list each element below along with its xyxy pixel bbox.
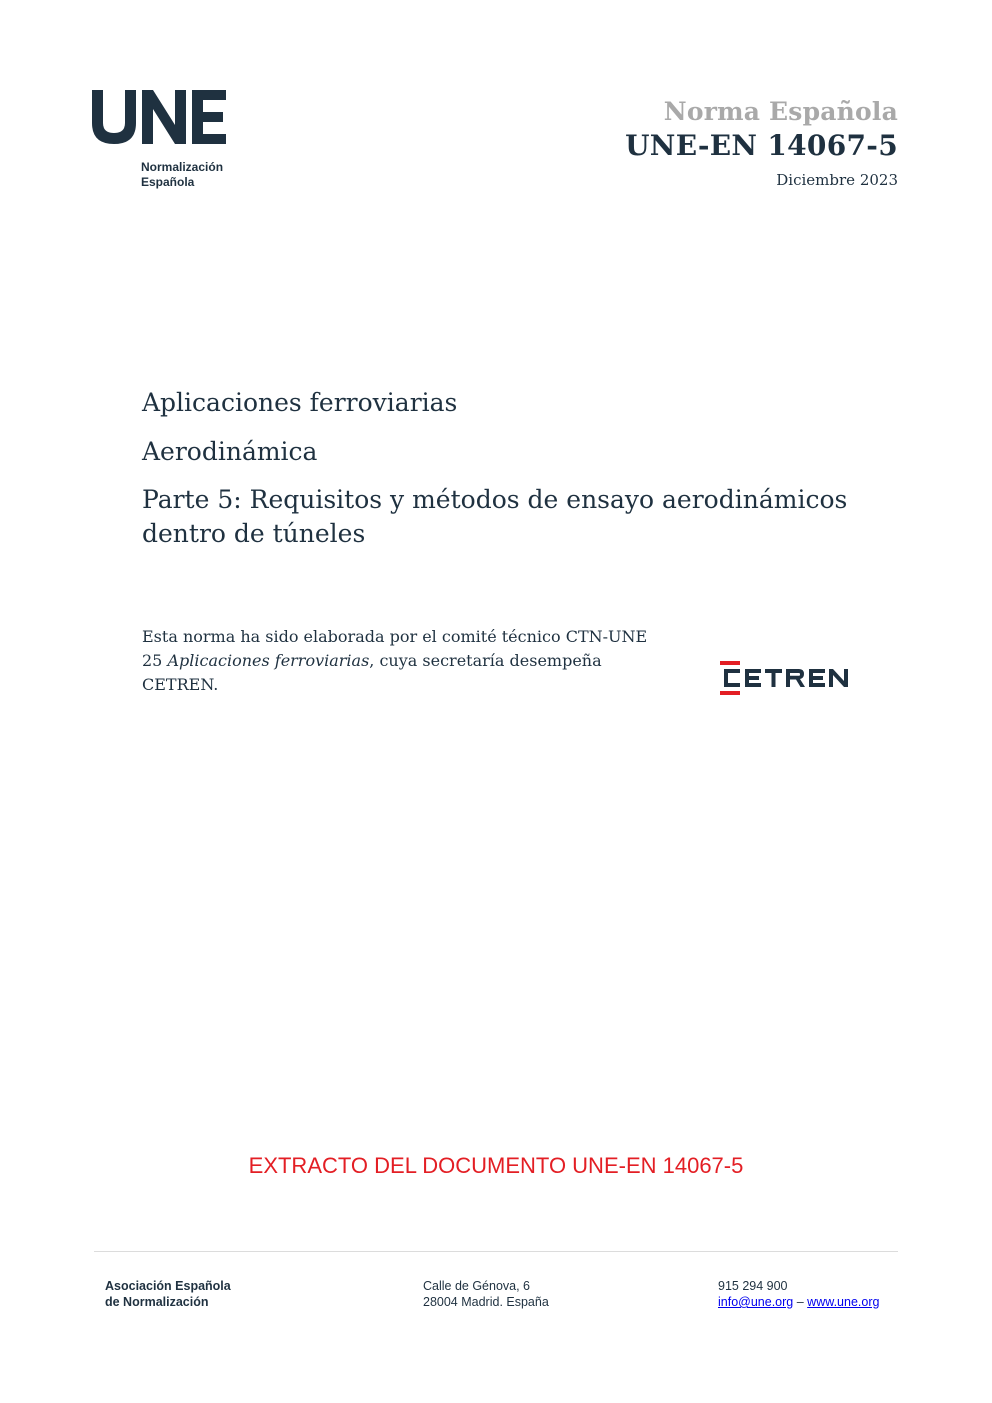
committee-name: Aplicaciones ferroviarias (167, 651, 370, 670)
cetren-logo (720, 660, 862, 696)
footer-divider (94, 1251, 898, 1252)
footer-links (718, 1294, 879, 1310)
publication-date: Diciembre 2023 (776, 171, 898, 189)
committee-statement (142, 625, 662, 697)
footer-address-line1: Calle de Génova, 6 (423, 1279, 531, 1293)
logo-subtitle-line1: Normalización (141, 160, 224, 174)
une-logo (92, 90, 242, 200)
footer-address (423, 1278, 549, 1310)
footer-org-line1: Asociación Española (105, 1279, 231, 1293)
website-link[interactable]: www.une.org (807, 1295, 880, 1309)
title-line-3: Parte 5: Requisitos y métodos de ensayo aerodinámicos dentro de túneles (142, 485, 848, 548)
title-line-1: Aplicaciones ferroviarias (142, 388, 458, 417)
footer-contact (718, 1278, 879, 1310)
logo-subtitle-line2: Española (141, 175, 195, 189)
committee-text-before: Esta norma ha sido elaborada por el comité técnico CTN-UNE 25 (142, 627, 648, 670)
standard-header (625, 96, 898, 190)
footer-address-line2: 28004 Madrid. España (423, 1295, 549, 1309)
standard-code: UNE-EN 14067-5 (625, 129, 898, 162)
footer-link-separator: – (796, 1295, 804, 1309)
title-line-2: Aerodinámica (142, 437, 318, 466)
norma-label: Norma Española (663, 97, 898, 126)
une-wordmark-logo (92, 90, 226, 144)
email-link[interactable]: info@une.org (718, 1295, 794, 1309)
extract-notice: EXTRACTO DEL DOCUMENTO UNE-EN 14067-5 (248, 1153, 744, 1178)
committee-text-after: , cuya secretaría desempeña CETREN. (142, 651, 602, 694)
footer-organization (105, 1278, 231, 1310)
footer-phone: 915 294 900 (718, 1279, 788, 1293)
footer-org-line2: de Normalización (105, 1295, 209, 1309)
